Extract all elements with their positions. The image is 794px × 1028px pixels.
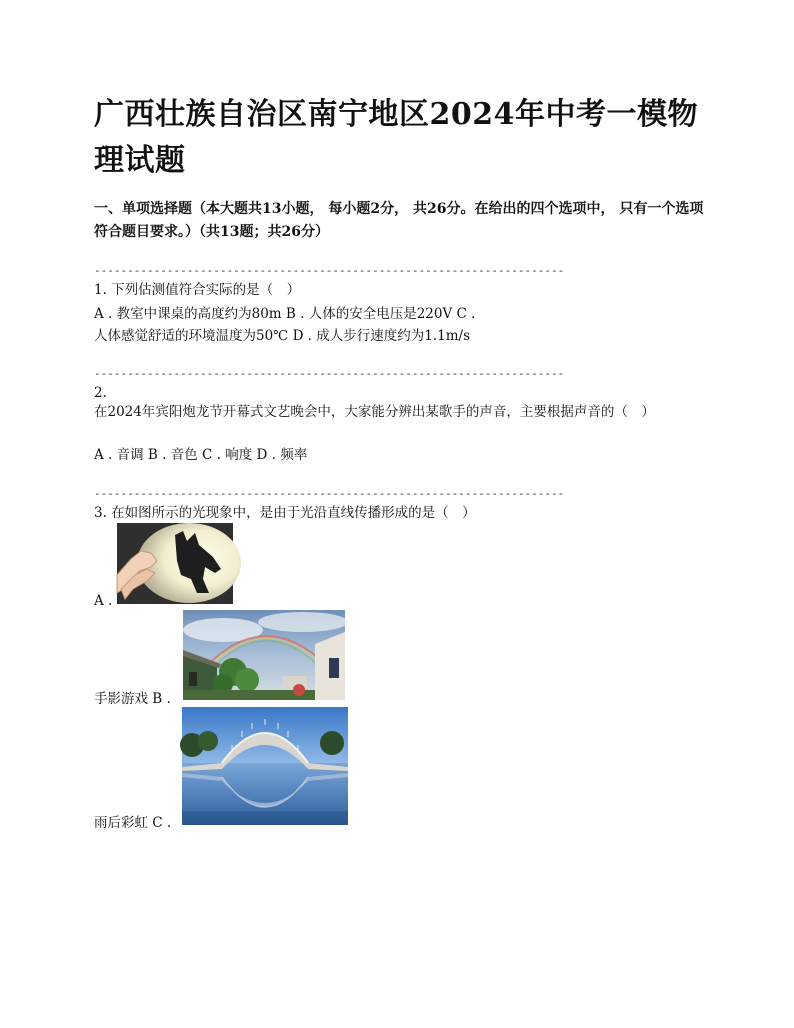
section-heading: 一、单项选择题（本大题共13小题， 每小题2分， 共26分。在给出的四个选项中， 只有一个选项符合题目要求。）（共13题；共26分） (94, 201, 704, 240)
q2-options: A . 音调 B . 音色 C . 响度 D . 频率 (94, 447, 308, 463)
rainbow-image (183, 610, 345, 700)
q2-number: 2. (94, 385, 107, 401)
q1-options-line1: A . 教室中课桌的高度约为80m B . 人体的安全电压是220V C . (94, 306, 476, 322)
page-title: 广西壮族自治区南宁地区2024年中考一模物理试题 (94, 97, 698, 178)
separator-line: ----------------------------------------------------------------------- (94, 367, 565, 380)
separator-line: ----------------------------------------------------------------------- (94, 487, 565, 500)
hand-shadow-image (117, 523, 233, 604)
q1-stem: 1. 下列估测值符合实际的是（ ） (94, 282, 301, 298)
q1-options-line2: 人体感觉舒适的环境温度为50℃ D . 成人步行速度约为1.1m/s (94, 328, 471, 344)
q2-stem: 在2024年宾阳炮龙节开幕式文艺晚会中，大家能分辨出某歌手的声音，主要根据声音的（ ） (94, 404, 655, 420)
separator-line: ----------------------------------------------------------------------- (94, 264, 565, 277)
q3-option-b-label: 手影游戏 B . (94, 691, 171, 707)
q3-stem: 3. 在如图所示的光现象中，是由于光沿直线传播形成的是（ ） (94, 505, 476, 521)
arch-bridge-image (182, 707, 348, 825)
q3-option-a-label: A . (94, 593, 113, 609)
q3-option-c-label: 雨后彩虹 C . (94, 815, 172, 831)
